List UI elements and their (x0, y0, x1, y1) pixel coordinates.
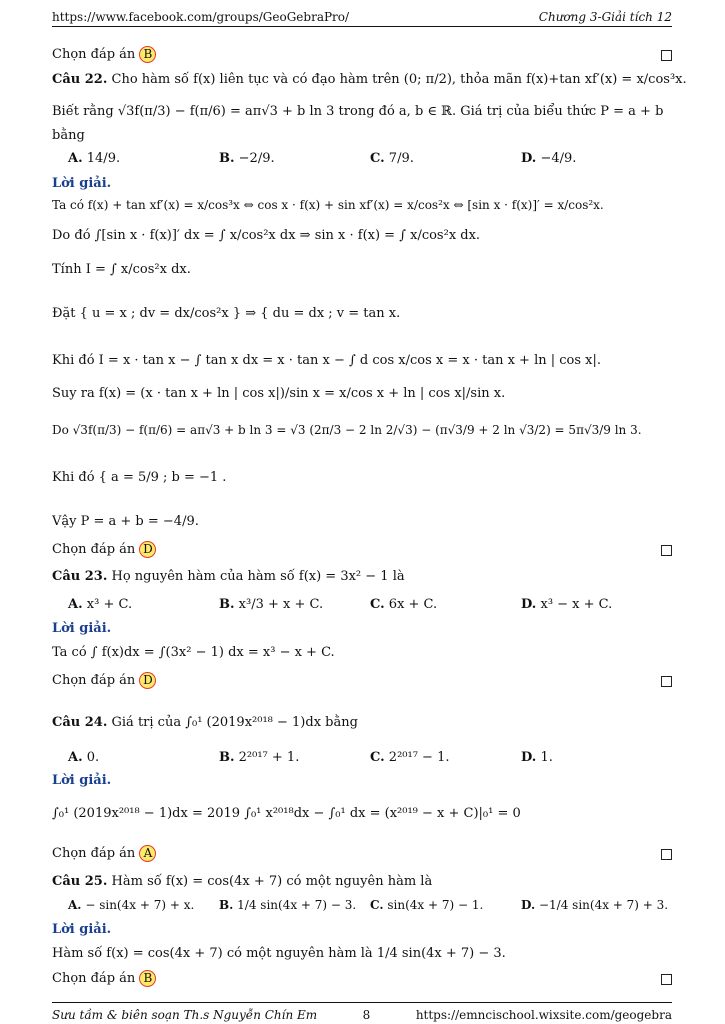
q24-option-c[interactable]: C. 2²⁰¹⁷ − 1. (370, 750, 450, 765)
q23-question: Câu 23. Họ nguyên hàm của hàm số f(x) = 3x² − 1 là (52, 569, 405, 584)
q23-sol: Ta có ∫ f(x)dx = ∫(3x² − 1) dx = x³ − x + C. (52, 645, 335, 660)
q23-option-c[interactable]: C. 6x + C. (370, 597, 438, 612)
q23-solution-heading: Lời giải. (52, 621, 112, 636)
q23-answer-line: Chọn đáp án D (52, 672, 672, 689)
q25-option-c[interactable]: C. sin(4x + 7) − 1. (370, 898, 484, 912)
q22-line3: bằng (52, 128, 85, 143)
q25-solution-heading: Lời giải. (52, 922, 112, 937)
q22-sol-1: Ta có f(x) + tan xf′(x) = x/cos³x ⇔ cos x · f(x) + sin xf′(x) = x/cos²x ⇔ [sin x · f(x)]′ = x/cos²x. (52, 198, 604, 212)
q22-sol-7: Do √3f(π/3) − f(π/6) = aπ√3 + b ln 3 = √3 (2π/3 − 2 ln 2/√3) − (π√3/9 + 2 ln √3/2) = 5π√3/9 ln 3. (52, 423, 642, 437)
footer-page-number: 8 (362, 1008, 371, 1022)
qed-box (661, 849, 672, 860)
q22-option-a[interactable]: A. 14/9. (68, 151, 121, 166)
q22-option-b[interactable]: B. −2/9. (219, 151, 275, 166)
answer-badge: B (139, 970, 156, 987)
q22-sol-6: Suy ra f(x) = (x · tan x + ln | cos x|)/sin x = x/cos x + ln | cos x|/sin x. (52, 386, 506, 401)
q22-line2: Biết rằng √3f(π/3) − f(π/6) = aπ√3 + b ln 3 trong đó a, b ∈ ℝ. Giá trị của biểu thức P = a + b (52, 104, 664, 119)
q22-sol-3: Tính I = ∫ x/cos²x dx. (52, 262, 191, 277)
q22-option-d[interactable]: D. −4/9. (521, 151, 577, 166)
q22-sol-5: Khi đó I = x · tan x − ∫ tan x dx = x · tan x − ∫ d cos x/cos x = x · tan x + ln | cos x|. (52, 353, 602, 368)
q23-option-b[interactable]: B. x³/3 + x + C. (219, 597, 324, 612)
prev-answer-line: Chọn đáp án B (52, 46, 672, 63)
q24-solution-heading: Lời giải. (52, 773, 112, 788)
qed-box (661, 974, 672, 985)
q24-options (68, 750, 672, 765)
q25-sol: Hàm số f(x) = cos(4x + 7) có một nguyên hàm là 1/4 sin(4x + 7) − 3. (52, 946, 506, 961)
qed-box (661, 50, 672, 61)
q22-solution-heading: Lời giải. (52, 176, 112, 191)
q25-option-a[interactable]: A. − sin(4x + 7) + x. (68, 898, 195, 912)
q24-sol: ∫₀¹ (2019x²⁰¹⁸ − 1)dx = 2019 ∫₀¹ x²⁰¹⁸dx − ∫₀¹ dx = (x²⁰¹⁹ − x + C)|₀¹ = 0 (52, 806, 521, 821)
q22-sol-8: Khi đó { a = 5/9 ; b = −1 . (52, 470, 227, 485)
q22-line1: Câu 22. Cho hàm số f(x) liên tục và có đạo hàm trên (0; π/2), thỏa mãn f(x)+tan xf′(x) = x/cos³x. (52, 72, 687, 87)
header-chapter: Chương 3-Giải tích 12 (538, 10, 672, 24)
q24-option-d[interactable]: D. 1. (521, 750, 553, 765)
page-header (52, 6, 672, 27)
document-page (52, 0, 687, 1024)
q24-answer-line: Chọn đáp án A (52, 845, 672, 862)
footer-url[interactable]: https://emncischool.wixsite.com/geogebra (415, 1008, 672, 1022)
header-url[interactable]: https://www.facebook.com/groups/GeoGebraPro/ (52, 10, 350, 24)
q22-options (68, 151, 672, 166)
answer-badge: D (139, 672, 156, 689)
q23-option-a[interactable]: A. x³ + C. (68, 597, 133, 612)
answer-badge: B (139, 46, 156, 63)
q24-question: Câu 24. Giá trị của ∫₀¹ (2019x²⁰¹⁸ − 1)dx bằng (52, 715, 358, 730)
q23-options (68, 597, 672, 612)
q22-sol-4: Đặt { u = x ; dv = dx/cos²x } ⇒ { du = dx ; v = tan x. (52, 306, 401, 321)
q22-option-c[interactable]: C. 7/9. (370, 151, 414, 166)
q22-sol-2: Do đó ∫[sin x · f(x)]′ dx = ∫ x/cos²x dx ⇒ sin x · f(x) = ∫ x/cos²x dx. (52, 228, 481, 243)
answer-badge: D (139, 541, 156, 558)
q22-answer-line: Chọn đáp án D (52, 541, 672, 558)
q22-sol-9: Vậy P = a + b = −4/9. (52, 514, 199, 529)
q24-option-b[interactable]: B. 2²⁰¹⁷ + 1. (219, 750, 300, 765)
q25-option-d[interactable]: D. −1/4 sin(4x + 7) + 3. (521, 898, 669, 912)
qed-box (661, 545, 672, 556)
q23-option-d[interactable]: D. x³ − x + C. (521, 597, 613, 612)
page-footer (52, 1002, 672, 1022)
footer-author: Sưu tầm & biên soạn Th.s Nguyễn Chín Em (52, 1008, 318, 1022)
q25-options (68, 898, 672, 912)
answer-badge: A (139, 845, 156, 862)
q25-answer-line: Chọn đáp án B (52, 970, 672, 987)
q24-option-a[interactable]: A. 0. (68, 750, 100, 765)
q25-question: Câu 25. Hàm số f(x) = cos(4x + 7) có một nguyên hàm là (52, 874, 433, 889)
q25-option-b[interactable]: B. 1/4 sin(4x + 7) − 3. (219, 898, 357, 912)
qed-box (661, 676, 672, 687)
